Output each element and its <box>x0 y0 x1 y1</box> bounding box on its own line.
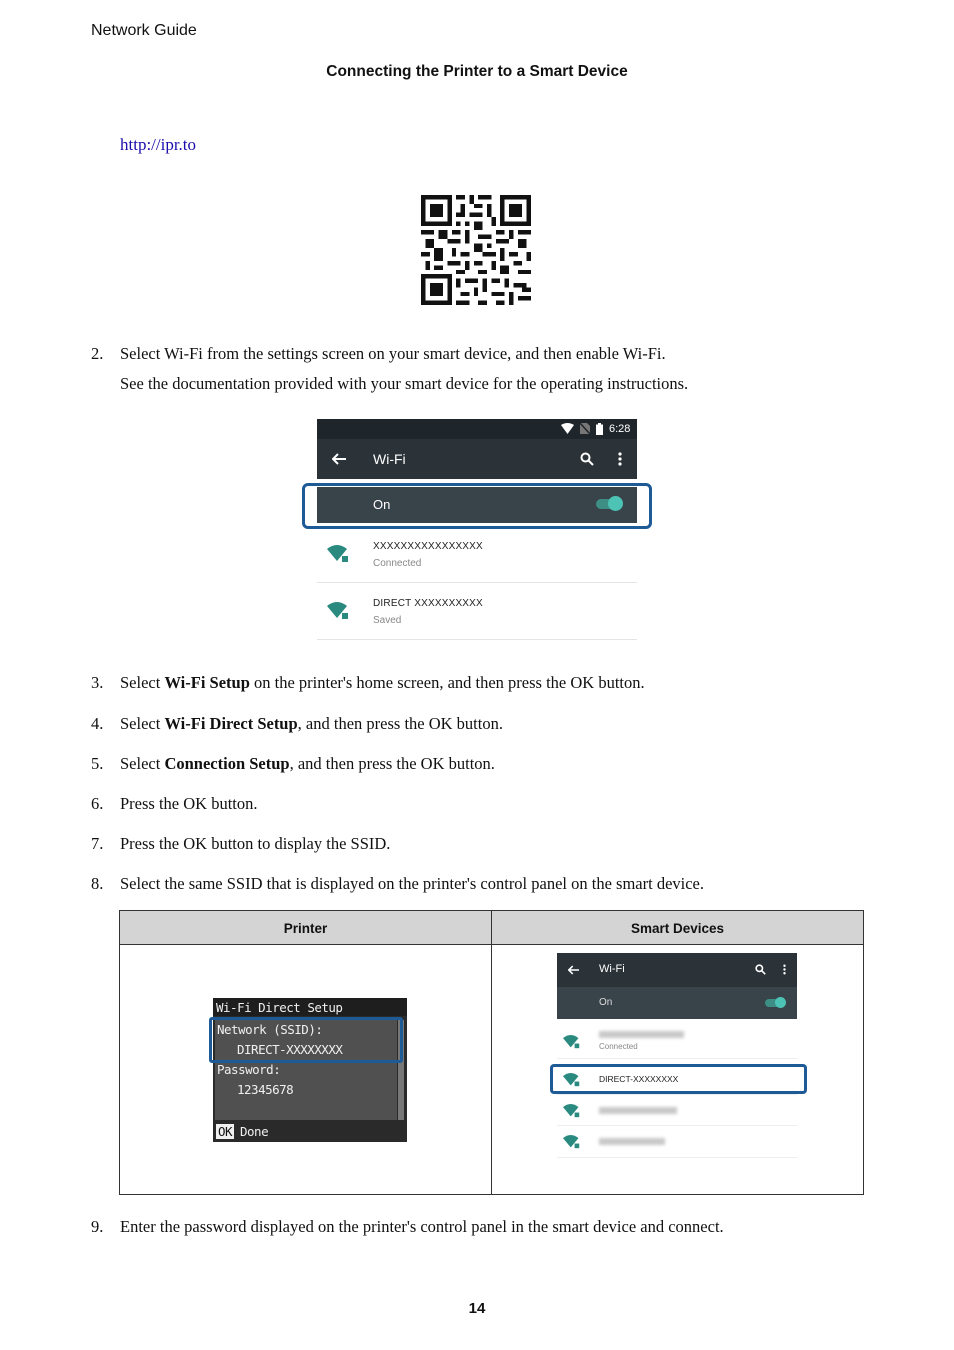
lcd-done-label: Done <box>240 1124 269 1139</box>
status-bar <box>317 419 637 439</box>
blurred-network-name <box>599 1107 677 1114</box>
step-number: 6. <box>91 794 104 813</box>
network-status: Saved <box>373 615 402 626</box>
step-text: Select Connection Setup, and then press the OK button. <box>120 754 495 773</box>
search-icon[interactable] <box>755 964 766 975</box>
step-text: See the documentation provided with your smart device for the operating instructions. <box>120 374 689 393</box>
network-item[interactable] <box>557 1021 797 1059</box>
back-arrow-icon[interactable] <box>568 965 579 975</box>
page-number: 14 <box>468 1300 486 1317</box>
highlight-frame <box>550 1064 807 1094</box>
lcd-title: Wi-Fi Direct Setup <box>216 1000 343 1015</box>
step-number: 7. <box>91 834 104 853</box>
network-name: DIRECT XXXXXXXXXX <box>373 598 483 609</box>
network-name: DIRECT-XXXXXXXX <box>599 1074 679 1084</box>
lcd-ssid-value: DIRECT-XXXXXXXX <box>237 1042 343 1057</box>
section-title: Connecting the Printer to a Smart Device <box>326 63 628 80</box>
lcd-password-value: 12345678 <box>237 1082 294 1097</box>
step-text: Select the same SSID that is displayed on the printer's control panel on the smart device. <box>120 874 704 893</box>
table-header-smart-devices: Smart Devices <box>492 911 863 945</box>
step-text: Press the OK button to display the SSID. <box>120 834 391 853</box>
search-icon[interactable] <box>580 452 594 466</box>
qr-code-icon <box>421 195 531 305</box>
smart-device-network-list <box>557 953 797 1160</box>
network-status: Connected <box>599 1042 638 1051</box>
wifi-lock-icon <box>327 602 349 620</box>
step-number: 2. <box>91 344 104 363</box>
app-bar <box>557 953 797 987</box>
app-bar-title: Wi-Fi <box>599 963 625 975</box>
table-divider <box>491 911 492 1194</box>
network-item[interactable] <box>317 527 637 583</box>
blurred-network-name <box>599 1031 684 1038</box>
step-number: 9. <box>91 1217 104 1236</box>
network-status: Connected <box>373 558 422 569</box>
wifi-lock-icon <box>563 1035 580 1049</box>
step-text: Select Wi-Fi from the settings screen on your smart device, and then enable Wi-Fi. <box>120 344 666 363</box>
app-bar-title: Wi-Fi <box>373 451 406 467</box>
step-text: Select Wi-Fi Setup on the printer's home screen, and then press the OK button. <box>120 673 645 692</box>
printer-lcd-screen <box>213 998 407 1142</box>
back-arrow-icon[interactable] <box>332 453 346 465</box>
lcd-ok-key: OK <box>218 1124 233 1139</box>
lcd-password-label: Password: <box>217 1062 281 1077</box>
wifi-signal-icon <box>561 423 574 434</box>
wifi-lock-icon <box>327 545 349 563</box>
blurred-network-name <box>599 1138 665 1145</box>
lcd-ssid-label: Network (SSID): <box>217 1022 323 1037</box>
toggle-knob[interactable] <box>775 997 786 1008</box>
highlight-frame <box>302 483 652 529</box>
highlight-frame <box>209 1017 403 1063</box>
step-number: 4. <box>91 714 104 733</box>
wifi-lock-icon <box>563 1135 580 1149</box>
app-bar <box>317 439 637 479</box>
step-number: 5. <box>91 754 104 773</box>
table-header-printer: Printer <box>120 911 491 945</box>
battery-icon <box>596 423 603 435</box>
more-vert-icon[interactable] <box>618 452 622 466</box>
step-number: 8. <box>91 874 104 893</box>
step-text: Enter the password displayed on the printer's control panel in the smart device and connect. <box>120 1217 724 1236</box>
network-item[interactable] <box>317 584 637 640</box>
more-vert-icon[interactable] <box>783 964 786 975</box>
clock: 6:28 <box>609 423 631 435</box>
wifi-toggle-label: On <box>599 997 613 1008</box>
smart-device-wifi-screenshot <box>317 419 637 641</box>
url-link[interactable]: http://ipr.to <box>120 135 197 154</box>
network-item[interactable] <box>557 1127 797 1158</box>
wifi-lock-icon <box>563 1104 580 1118</box>
step-text: Press the OK button. <box>120 794 258 813</box>
step-number: 3. <box>91 673 104 692</box>
no-sim-icon <box>580 423 590 434</box>
step-text: Select Wi-Fi Direct Setup, and then press the OK button. <box>120 714 503 733</box>
network-name: XXXXXXXXXXXXXXXX <box>373 541 483 552</box>
network-item[interactable] <box>557 1096 797 1126</box>
running-header: Network Guide <box>91 22 197 39</box>
wifi-toggle-row[interactable] <box>557 987 797 1019</box>
wifi-toggle-label: On <box>373 497 391 512</box>
